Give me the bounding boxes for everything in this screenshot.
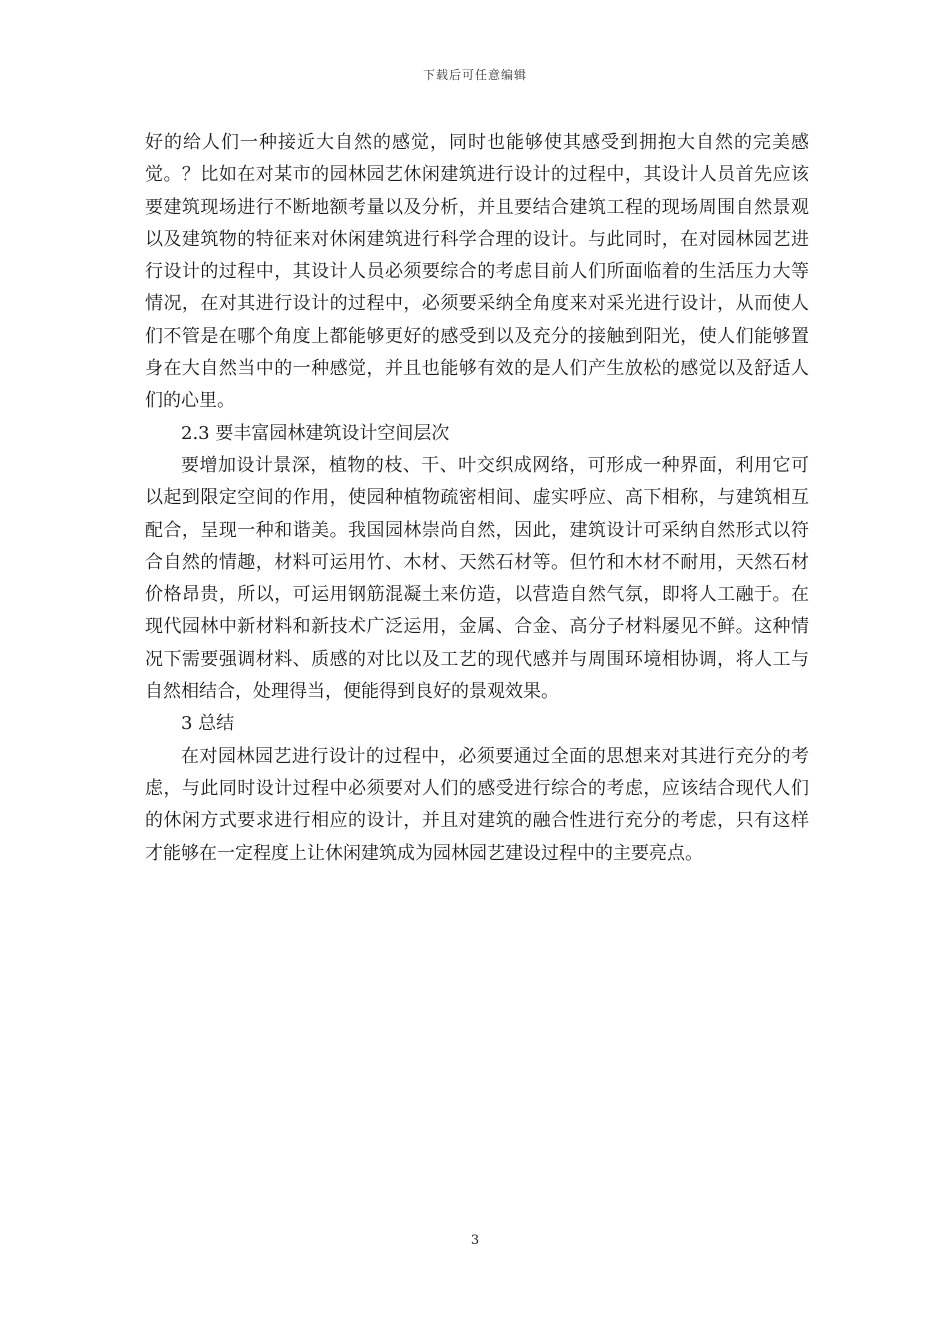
section-heading-3: 3 总结 [181, 713, 235, 735]
paragraph-continuation: 好的给人们一种接近大自然的感觉，同时也能够使其感受到拥抱大自然的完美感觉。？比如在对某市的园林园艺休闲建筑进行设计的过程中，其设计人员首先应该要建筑现场进行不断地额考量以及分析，并且要结合建筑工程的现场周围自然景观以及建筑物的特征来对休闲建筑进行科学合理的设计。与此同时，在对园林园艺进行设计的过程中，其设计人员必须要综合的考虑目前人们所面临着的生活压力大等情况，在对其进行设计的过程中，必须要采纳全角度来对采光进行设计，从而使人们不管是在哪个角度上都能够更好的感受到以及充分的接触到阳光，使人们能够置身在大自然当中的一种感觉，并且也能够有效的是人们产生放松的感觉以及舒适人们的心里。 [145, 132, 809, 412]
page-header: 下载后可任意编辑 [422, 68, 527, 82]
paragraph-space-layers: 要增加设计景深，植物的枝、干、叶交织成网络，可形成一种界面，利用它可以起到限定空间的作用，使园种植物疏密相间、虚实呼应、高下相称，与建筑相互配合，呈现一种和谐美。我国园林崇尚自然，因此，建筑设计可采纳自然形式以符合自然的情趣，材料可运用竹、木材、天然石材等。但竹和木材不耐用，天然石材价格昂贵，所以，可运用钢筋混凝土来仿造，以营造自然气氛，即将人工融于。在现代园林中新材料和新技术广泛运用，金属、合金、高分子材料屡见不鲜。这种情况下需要强调材料、质感的对比以及工艺的现代感并与周围环境相协调，将人工与自然相结合，处理得当，便能得到良好的景观效果。 [145, 454, 809, 703]
document-body [145, 127, 809, 870]
section-heading-2-3: 2.3 要丰富园林建筑设计空间层次 [181, 422, 450, 444]
page-number: 3 [470, 1233, 480, 1248]
paragraph-summary: 在对园林园艺进行设计的过程中，必须要通过全面的思想来对其进行充分的考虑，与此同时设计过程中必须要对人们的感受进行综合的考虑，应该结合现代人们的休闲方式要求进行相应的设计，并且对建筑的融合性进行充分的考虑，只有这样才能够在一定程度上让休闲建筑成为园林园艺建设过程中的主要亮点。 [145, 745, 809, 864]
